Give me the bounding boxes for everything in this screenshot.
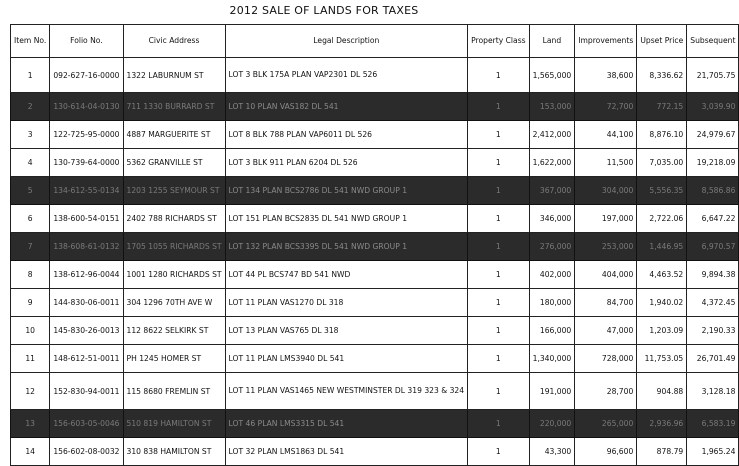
civic-address: 1203 1255 SEYMOUR ST: [123, 177, 225, 205]
property-class: 1: [468, 205, 530, 233]
improvements-value: 265,000: [575, 410, 637, 438]
header-row: [11, 25, 739, 58]
col-header-land: Land: [529, 25, 575, 58]
table-row: [11, 438, 739, 466]
subsequent-amount: 9,894.38: [687, 261, 739, 289]
item-number: 12: [11, 373, 50, 410]
tax-sale-table: [10, 24, 739, 466]
item-number: 13: [11, 410, 50, 438]
item-number: 7: [11, 233, 50, 261]
property-class: 1: [468, 410, 530, 438]
col-header-class: Property Class: [468, 25, 530, 58]
land-value: 43,300: [529, 438, 575, 466]
col-header-legal: Legal Description: [225, 25, 468, 58]
improvements-value: 72,700: [575, 93, 637, 121]
upset-price: 8,336.62: [637, 58, 687, 93]
table-row: [11, 373, 739, 410]
civic-address: 4887 MARGUERITE ST: [123, 121, 225, 149]
item-number: 10: [11, 317, 50, 345]
folio-number: 130-614-04-0130: [50, 93, 123, 121]
upset-price: 7,035.00: [637, 149, 687, 177]
subsequent-amount: 3,128.18: [687, 373, 739, 410]
item-number: 6: [11, 205, 50, 233]
upset-price: 904.88: [637, 373, 687, 410]
item-number: 11: [11, 345, 50, 373]
table-row: [11, 317, 739, 345]
property-class: 1: [468, 373, 530, 410]
upset-price: 5,556.35: [637, 177, 687, 205]
table-row: [11, 93, 739, 121]
col-header-subsequent: Subsequent: [687, 25, 739, 58]
property-class: 1: [468, 177, 530, 205]
subsequent-amount: 6,970.57: [687, 233, 739, 261]
folio-number: 148-612-51-0011: [50, 345, 123, 373]
civic-address: 1322 LABURNUM ST: [123, 58, 225, 93]
folio-number: 156-602-08-0032: [50, 438, 123, 466]
item-number: 1: [11, 58, 50, 93]
civic-address: 112 8622 SELKIRK ST: [123, 317, 225, 345]
land-value: 1,565,000: [529, 58, 575, 93]
legal-description: LOT 32 PLAN LMS1863 DL 541: [225, 438, 468, 466]
property-class: 1: [468, 93, 530, 121]
property-class: 1: [468, 149, 530, 177]
improvements-value: 28,700: [575, 373, 637, 410]
item-number: 4: [11, 149, 50, 177]
civic-address: 1001 1280 RICHARDS ST: [123, 261, 225, 289]
folio-number: 152-830-94-0011: [50, 373, 123, 410]
legal-description: LOT 3 BLK 175A PLAN VAP2301 DL 526: [225, 58, 468, 93]
property-class: 1: [468, 233, 530, 261]
civic-address: 115 8680 FREMLIN ST: [123, 373, 225, 410]
folio-number: 138-612-96-0044: [50, 261, 123, 289]
improvements-value: 197,000: [575, 205, 637, 233]
upset-price: 878.79: [637, 438, 687, 466]
upset-price: 2,936.96: [637, 410, 687, 438]
item-number: 2: [11, 93, 50, 121]
property-class: 1: [468, 317, 530, 345]
table-row: [11, 261, 739, 289]
item-number: 5: [11, 177, 50, 205]
improvements-value: 728,000: [575, 345, 637, 373]
legal-description: LOT 151 PLAN BCS2835 DL 541 NWD GROUP 1: [225, 205, 468, 233]
upset-price: 2,722.06: [637, 205, 687, 233]
improvements-value: 84,700: [575, 289, 637, 317]
land-value: 180,000: [529, 289, 575, 317]
subsequent-amount: 6,583.19: [687, 410, 739, 438]
property-class: 1: [468, 261, 530, 289]
legal-description: LOT 11 PLAN VAS1465 NEW WESTMINSTER DL 319 323 & 324: [225, 373, 468, 410]
legal-description: LOT 46 PLAN LMS3315 DL 541: [225, 410, 468, 438]
improvements-value: 404,000: [575, 261, 637, 289]
legal-description: LOT 8 BLK 788 PLAN VAP6011 DL 526: [225, 121, 468, 149]
folio-number: 138-600-54-0151: [50, 205, 123, 233]
subsequent-amount: 1,965.24: [687, 438, 739, 466]
legal-description: LOT 10 PLAN VAS182 DL 541: [225, 93, 468, 121]
legal-description: LOT 13 PLAN VAS765 DL 318: [225, 317, 468, 345]
item-number: 14: [11, 438, 50, 466]
legal-description: LOT 44 PL BCS747 BD 541 NWD: [225, 261, 468, 289]
document-title: 2012 SALE OF LANDS FOR TAXES: [229, 4, 419, 17]
folio-number: 145-830-26-0013: [50, 317, 123, 345]
land-value: 346,000: [529, 205, 575, 233]
table-row: [11, 177, 739, 205]
table-row: [11, 58, 739, 93]
table-row: [11, 149, 739, 177]
table-row: [11, 205, 739, 233]
item-number: 8: [11, 261, 50, 289]
subsequent-amount: 24,979.67: [687, 121, 739, 149]
item-number: 3: [11, 121, 50, 149]
folio-number: 156-603-05-0046: [50, 410, 123, 438]
upset-price: 4,463.52: [637, 261, 687, 289]
folio-number: 134-612-55-0134: [50, 177, 123, 205]
land-value: 220,000: [529, 410, 575, 438]
subsequent-amount: 21,705.75: [687, 58, 739, 93]
improvements-value: 96,600: [575, 438, 637, 466]
subsequent-amount: 3,039.90: [687, 93, 739, 121]
table-row: [11, 289, 739, 317]
upset-price: 8,876.10: [637, 121, 687, 149]
legal-description: LOT 134 PLAN BCS2786 DL 541 NWD GROUP 1: [225, 177, 468, 205]
legal-description: LOT 11 PLAN VAS1270 DL 318: [225, 289, 468, 317]
table-row: [11, 345, 739, 373]
col-header-improvements: Improvements: [575, 25, 637, 58]
improvements-value: 47,000: [575, 317, 637, 345]
legal-description: LOT 132 PLAN BCS3395 DL 541 NWD GROUP 1: [225, 233, 468, 261]
subsequent-amount: 4,372.45: [687, 289, 739, 317]
civic-address: 510 819 HAMILTON ST: [123, 410, 225, 438]
col-header-folio: Folio No.: [50, 25, 123, 58]
subsequent-amount: 6,647.22: [687, 205, 739, 233]
civic-address: 310 838 HAMILTON ST: [123, 438, 225, 466]
land-value: 402,000: [529, 261, 575, 289]
upset-price: 1,203.09: [637, 317, 687, 345]
table-row: [11, 410, 739, 438]
subsequent-amount: 8,586.86: [687, 177, 739, 205]
land-value: 367,000: [529, 177, 575, 205]
table-row: [11, 121, 739, 149]
improvements-value: 11,500: [575, 149, 637, 177]
property-class: 1: [468, 438, 530, 466]
civic-address: 2402 788 RICHARDS ST: [123, 205, 225, 233]
legal-description: LOT 11 PLAN LMS3940 DL 541: [225, 345, 468, 373]
subsequent-amount: 19,218.09: [687, 149, 739, 177]
folio-number: 092-627-16-0000: [50, 58, 123, 93]
land-value: 166,000: [529, 317, 575, 345]
folio-number: 130-739-64-0000: [50, 149, 123, 177]
civic-address: 1705 1055 RICHARDS ST: [123, 233, 225, 261]
land-value: 1,622,000: [529, 149, 575, 177]
property-class: 1: [468, 121, 530, 149]
land-value: 276,000: [529, 233, 575, 261]
improvements-value: 44,100: [575, 121, 637, 149]
improvements-value: 253,000: [575, 233, 637, 261]
subsequent-amount: 26,701.49: [687, 345, 739, 373]
folio-number: 138-608-61-0132: [50, 233, 123, 261]
upset-price: 1,940.02: [637, 289, 687, 317]
folio-number: 122-725-95-0000: [50, 121, 123, 149]
civic-address: 5362 GRANVILLE ST: [123, 149, 225, 177]
upset-price: 1,446.95: [637, 233, 687, 261]
col-header-item: Item No.: [11, 25, 50, 58]
civic-address: PH 1245 HOMER ST: [123, 345, 225, 373]
table-row: [11, 233, 739, 261]
land-value: 191,000: [529, 373, 575, 410]
upset-price: 11,753.05: [637, 345, 687, 373]
property-class: 1: [468, 289, 530, 317]
land-value: 153,000: [529, 93, 575, 121]
upset-price: 772.15: [637, 93, 687, 121]
subsequent-amount: 2,190.33: [687, 317, 739, 345]
col-header-address: Civic Address: [123, 25, 225, 58]
civic-address: 304 1296 70TH AVE W: [123, 289, 225, 317]
property-class: 1: [468, 345, 530, 373]
land-value: 2,412,000: [529, 121, 575, 149]
property-class: 1: [468, 58, 530, 93]
legal-description: LOT 3 BLK 911 PLAN 6204 DL 526: [225, 149, 468, 177]
improvements-value: 304,000: [575, 177, 637, 205]
folio-number: 144-830-06-0011: [50, 289, 123, 317]
civic-address: 711 1330 BURRARD ST: [123, 93, 225, 121]
item-number: 9: [11, 289, 50, 317]
improvements-value: 38,600: [575, 58, 637, 93]
land-value: 1,340,000: [529, 345, 575, 373]
col-header-upset: Upset Price: [637, 25, 687, 58]
